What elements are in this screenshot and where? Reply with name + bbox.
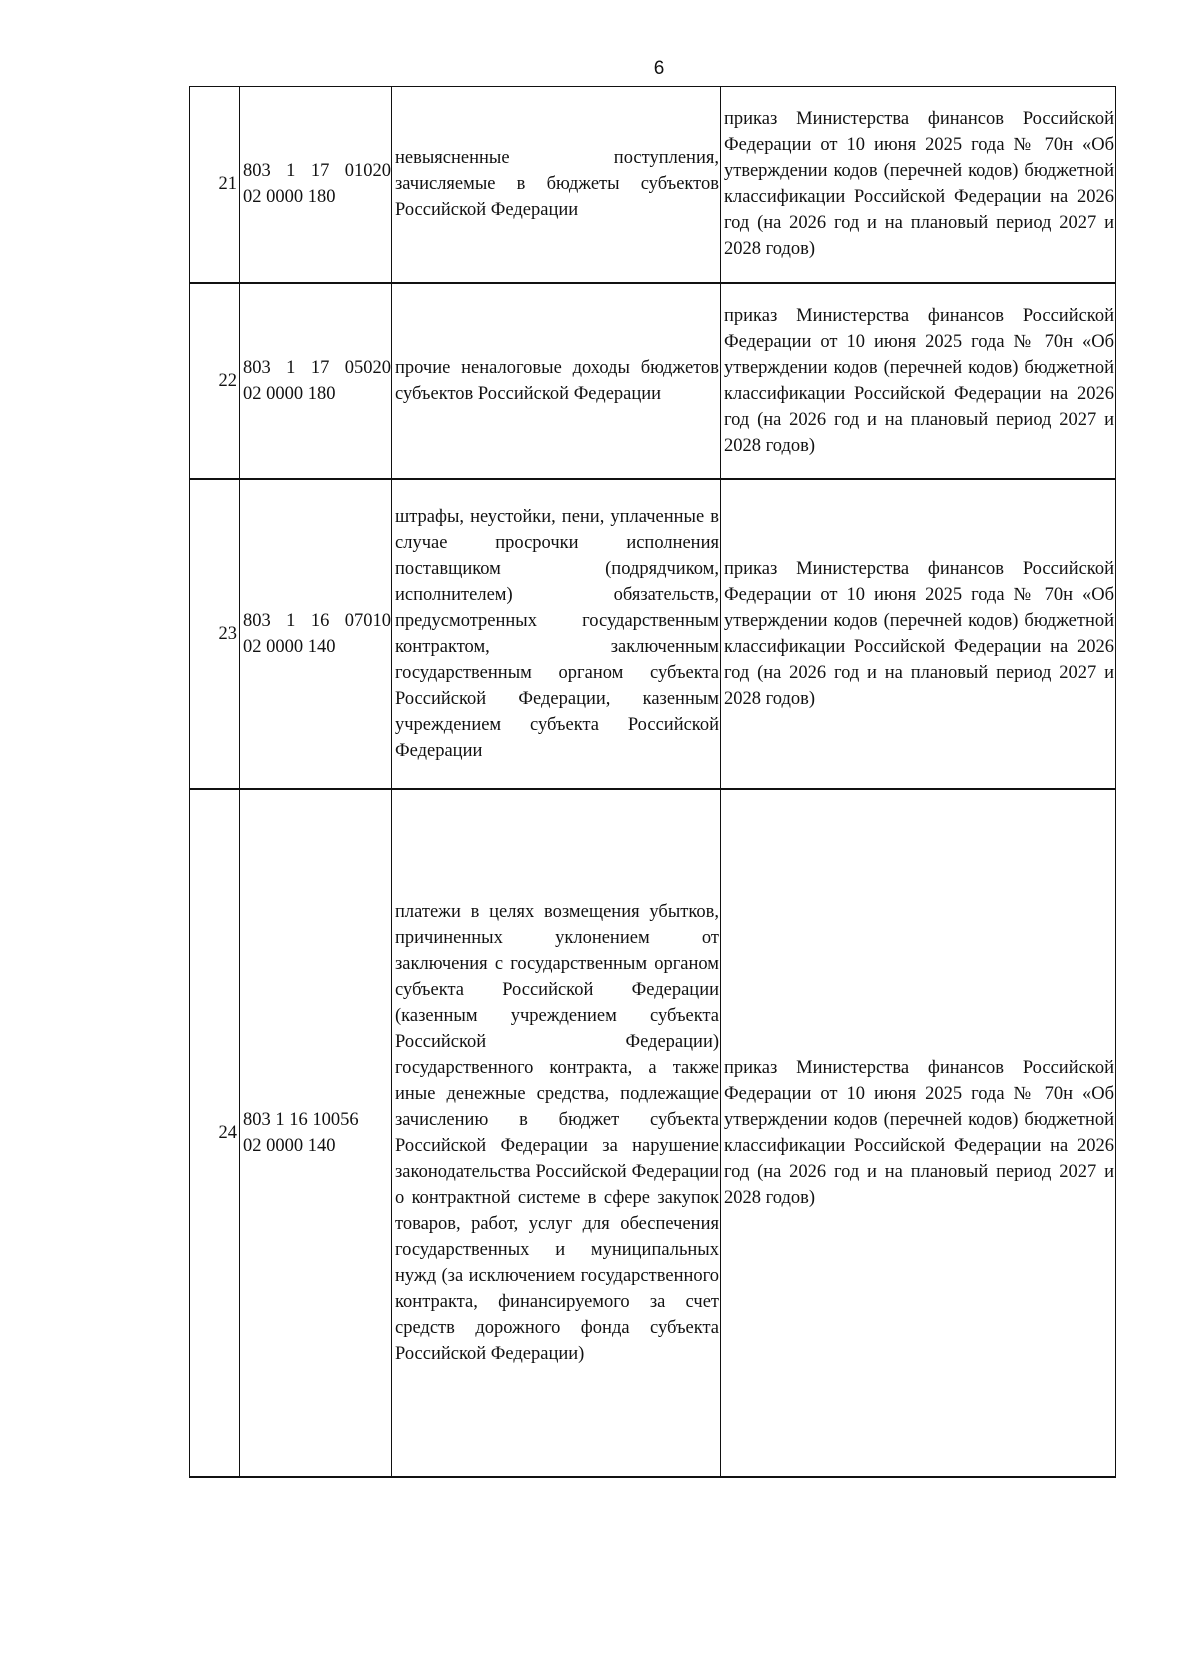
legal-basis-cell: приказ Министерства финансов Российской Федерации от 10 июня 2025 года № 70н «Об утверждении кодов (перечней кодов) бюджетной классификации Российской Федерации на 2026 год (на 2026 год и на плановый период 2027 и 2028 годов) xyxy=(721,479,1116,789)
budget-code-line-1: 803 1 16 10056 xyxy=(243,1109,359,1130)
revenue-name-cell: штрафы, неустойки, пени, уплаченные в случае просрочки исполнения поставщиком (подрядчиком, исполнителем) обязательств, предусмотренных государственным контрактом, заключенным государственным органом субъекта Российской Федерации, казенным учреждением субъекта Российской Федерации xyxy=(392,479,721,789)
budget-code-line-1: 803 1 17 05020 xyxy=(243,357,391,378)
page-number: 6 xyxy=(653,58,665,79)
budget-code-line-1: 803 1 16 07010 xyxy=(243,610,391,631)
budget-code-cell xyxy=(240,283,392,479)
budget-code-line-2: 02 0000 140 xyxy=(243,1135,336,1156)
table-row xyxy=(190,283,1116,479)
row-number: 21 xyxy=(190,87,240,283)
row-number: 23 xyxy=(190,479,240,789)
budget-code-cell xyxy=(240,479,392,789)
revenue-name-cell: прочие неналоговые доходы бюджетов субъектов Российской Федерации xyxy=(392,283,721,479)
revenue-name-cell: невыясненные поступления, зачисляемые в бюджеты субъектов Российской Федерации xyxy=(392,87,721,283)
legal-basis-cell: приказ Министерства финансов Российской Федерации от 10 июня 2025 года № 70н «Об утверждении кодов (перечней кодов) бюджетной классификации Российской Федерации на 2026 год (на 2026 год и на плановый период 2027 и 2028 годов) xyxy=(721,87,1116,283)
budget-code-line-2: 02 0000 180 xyxy=(243,187,336,208)
budget-code-line-2: 02 0000 140 xyxy=(243,636,336,657)
revenue-name-cell: платежи в целях возмещения убытков, причиненных уклонением от заключения с государственным органом субъекта Российской Федерации (казенным учреждением субъекта Российской Федерации) государственного контракта, а также иные денежные средства, подлежащие зачислению в бюджет субъекта Российской Федерации за нарушение законодательства Российской Федерации о контрактной системе в сфере закупок товаров, работ, услуг для обеспечения государственных и муниципальных нужд (за исключением государственного контракта, финансируемого за счет средств дорожного фонда субъекта Российской Федерации) xyxy=(392,789,721,1477)
table-row xyxy=(190,87,1116,283)
budget-code-line-2: 02 0000 180 xyxy=(243,383,336,404)
budget-codes-table xyxy=(189,86,1116,1478)
table-row xyxy=(190,789,1116,1477)
table-row xyxy=(190,479,1116,789)
legal-basis-cell: приказ Министерства финансов Российской Федерации от 10 июня 2025 года № 70н «Об утверждении кодов (перечней кодов) бюджетной классификации Российской Федерации на 2026 год (на 2026 год и на плановый период 2027 и 2028 годов) xyxy=(721,283,1116,479)
row-number: 24 xyxy=(190,789,240,1477)
budget-code-line-1: 803 1 17 01020 xyxy=(243,161,391,182)
budget-code-cell xyxy=(240,87,392,283)
row-number: 22 xyxy=(190,283,240,479)
legal-basis-cell: приказ Министерства финансов Российской Федерации от 10 июня 2025 года № 70н «Об утверждении кодов (перечней кодов) бюджетной классификации Российской Федерации на 2026 год (на 2026 год и на плановый период 2027 и 2028 годов) xyxy=(721,789,1116,1477)
budget-code-cell xyxy=(240,789,392,1477)
